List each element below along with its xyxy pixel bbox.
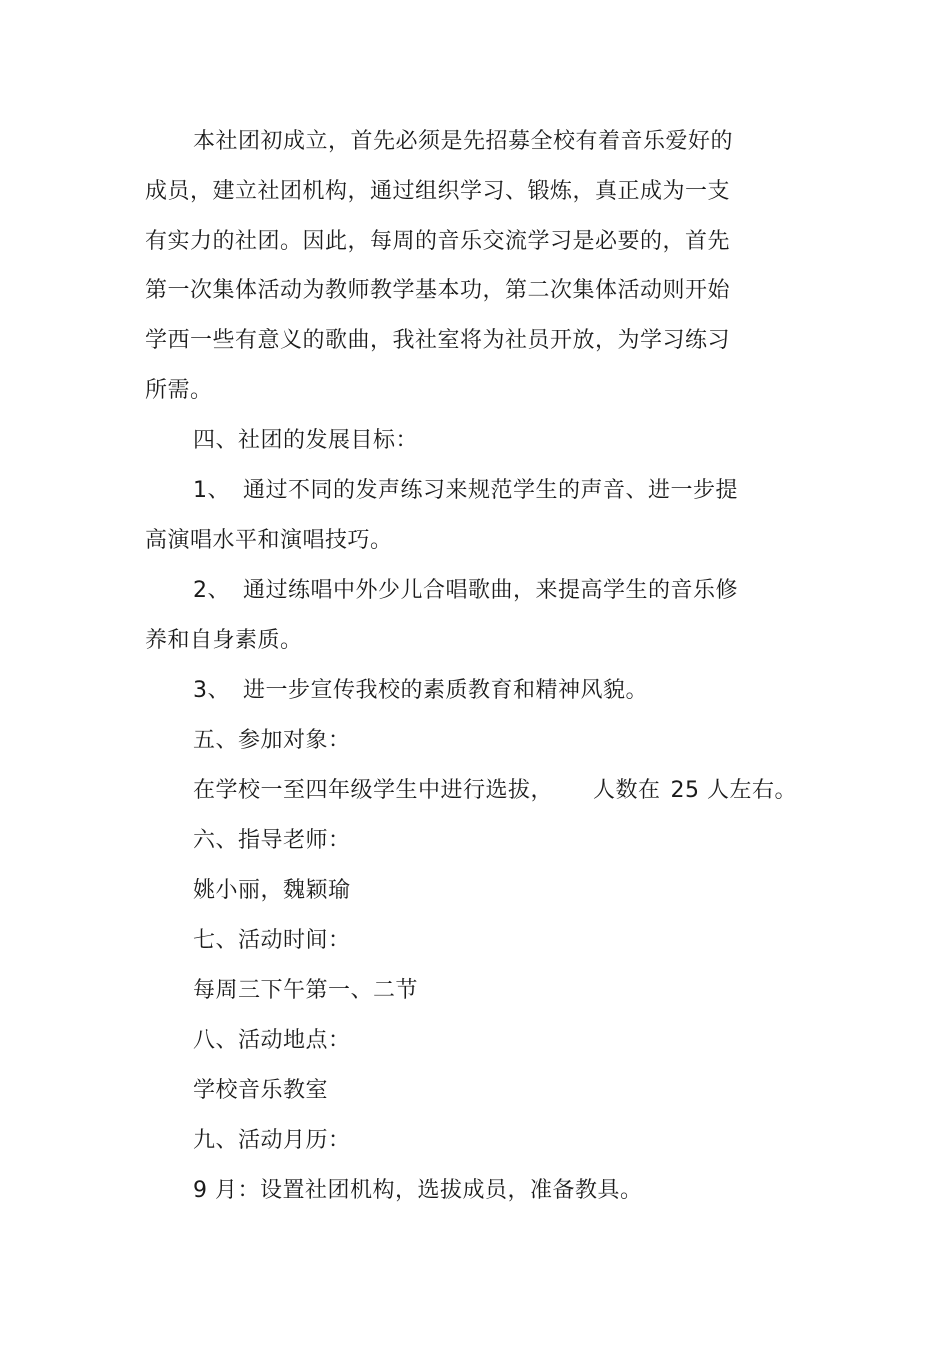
goal-item-1-continued: 高演唱水平和演唱技巧。 <box>145 528 393 553</box>
paragraph-line: 所需。 <box>145 378 213 403</box>
goal-number: 3、 <box>193 678 230 703</box>
section-heading-participants: 五、参加对象： <box>193 728 351 753</box>
goal-item-1 <box>193 476 738 506</box>
participants-text-c: 25 人左右。 <box>670 778 798 803</box>
goal-text: 进一步宣传我校的素质教育和精神风貌。 <box>243 678 649 703</box>
paragraph-line: 成员，建立社团机构，通过组织学习、锻炼，真正成为一支 <box>145 179 731 204</box>
time-text: 每周三下午第一、二节 <box>193 978 419 1003</box>
section-heading-teachers: 六、指导老师： <box>193 828 351 853</box>
paragraph-line: 学西一些有意义的歌曲，我社室将为社员开放，为学习练习 <box>145 328 731 353</box>
calendar-text: 9 月：设置社团机构，选拔成员，准备教具。 <box>193 1178 643 1203</box>
participants-text-a: 在学校一至四年级学生中进行选拔， <box>193 778 554 803</box>
participants-text <box>193 776 797 806</box>
goal-item-3 <box>193 676 648 706</box>
goal-item-2-continued: 养和自身素质。 <box>145 628 303 653</box>
section-heading-calendar: 九、活动月历： <box>193 1128 351 1153</box>
section-heading-goals: 四、社团的发展目标： <box>193 428 419 453</box>
teachers-text: 姚小丽，魏颖瑜 <box>193 878 351 903</box>
goal-number: 2、 <box>193 578 230 603</box>
goal-text: 通过练唱中外少儿合唱歌曲，来提高学生的音乐修 <box>243 578 739 603</box>
location-text: 学校音乐教室 <box>193 1078 329 1103</box>
goal-item-2 <box>193 576 738 606</box>
goal-text: 通过不同的发声练习来规范学生的声音、进一步提 <box>243 478 739 503</box>
section-heading-time: 七、活动时间： <box>193 928 351 953</box>
participants-text-b: 人数在 <box>593 778 661 803</box>
goal-number: 1、 <box>193 478 230 503</box>
section-heading-location: 八、活动地点： <box>193 1028 351 1053</box>
paragraph-line: 第一次集体活动为教师教学基本功，第二次集体活动则开始 <box>145 278 731 303</box>
paragraph-line: 有实力的社团。因此，每周的音乐交流学习是必要的，首先 <box>145 229 731 254</box>
paragraph-line: 本社团初成立，首先必须是先招募全校有着音乐爱好的 <box>193 129 734 154</box>
